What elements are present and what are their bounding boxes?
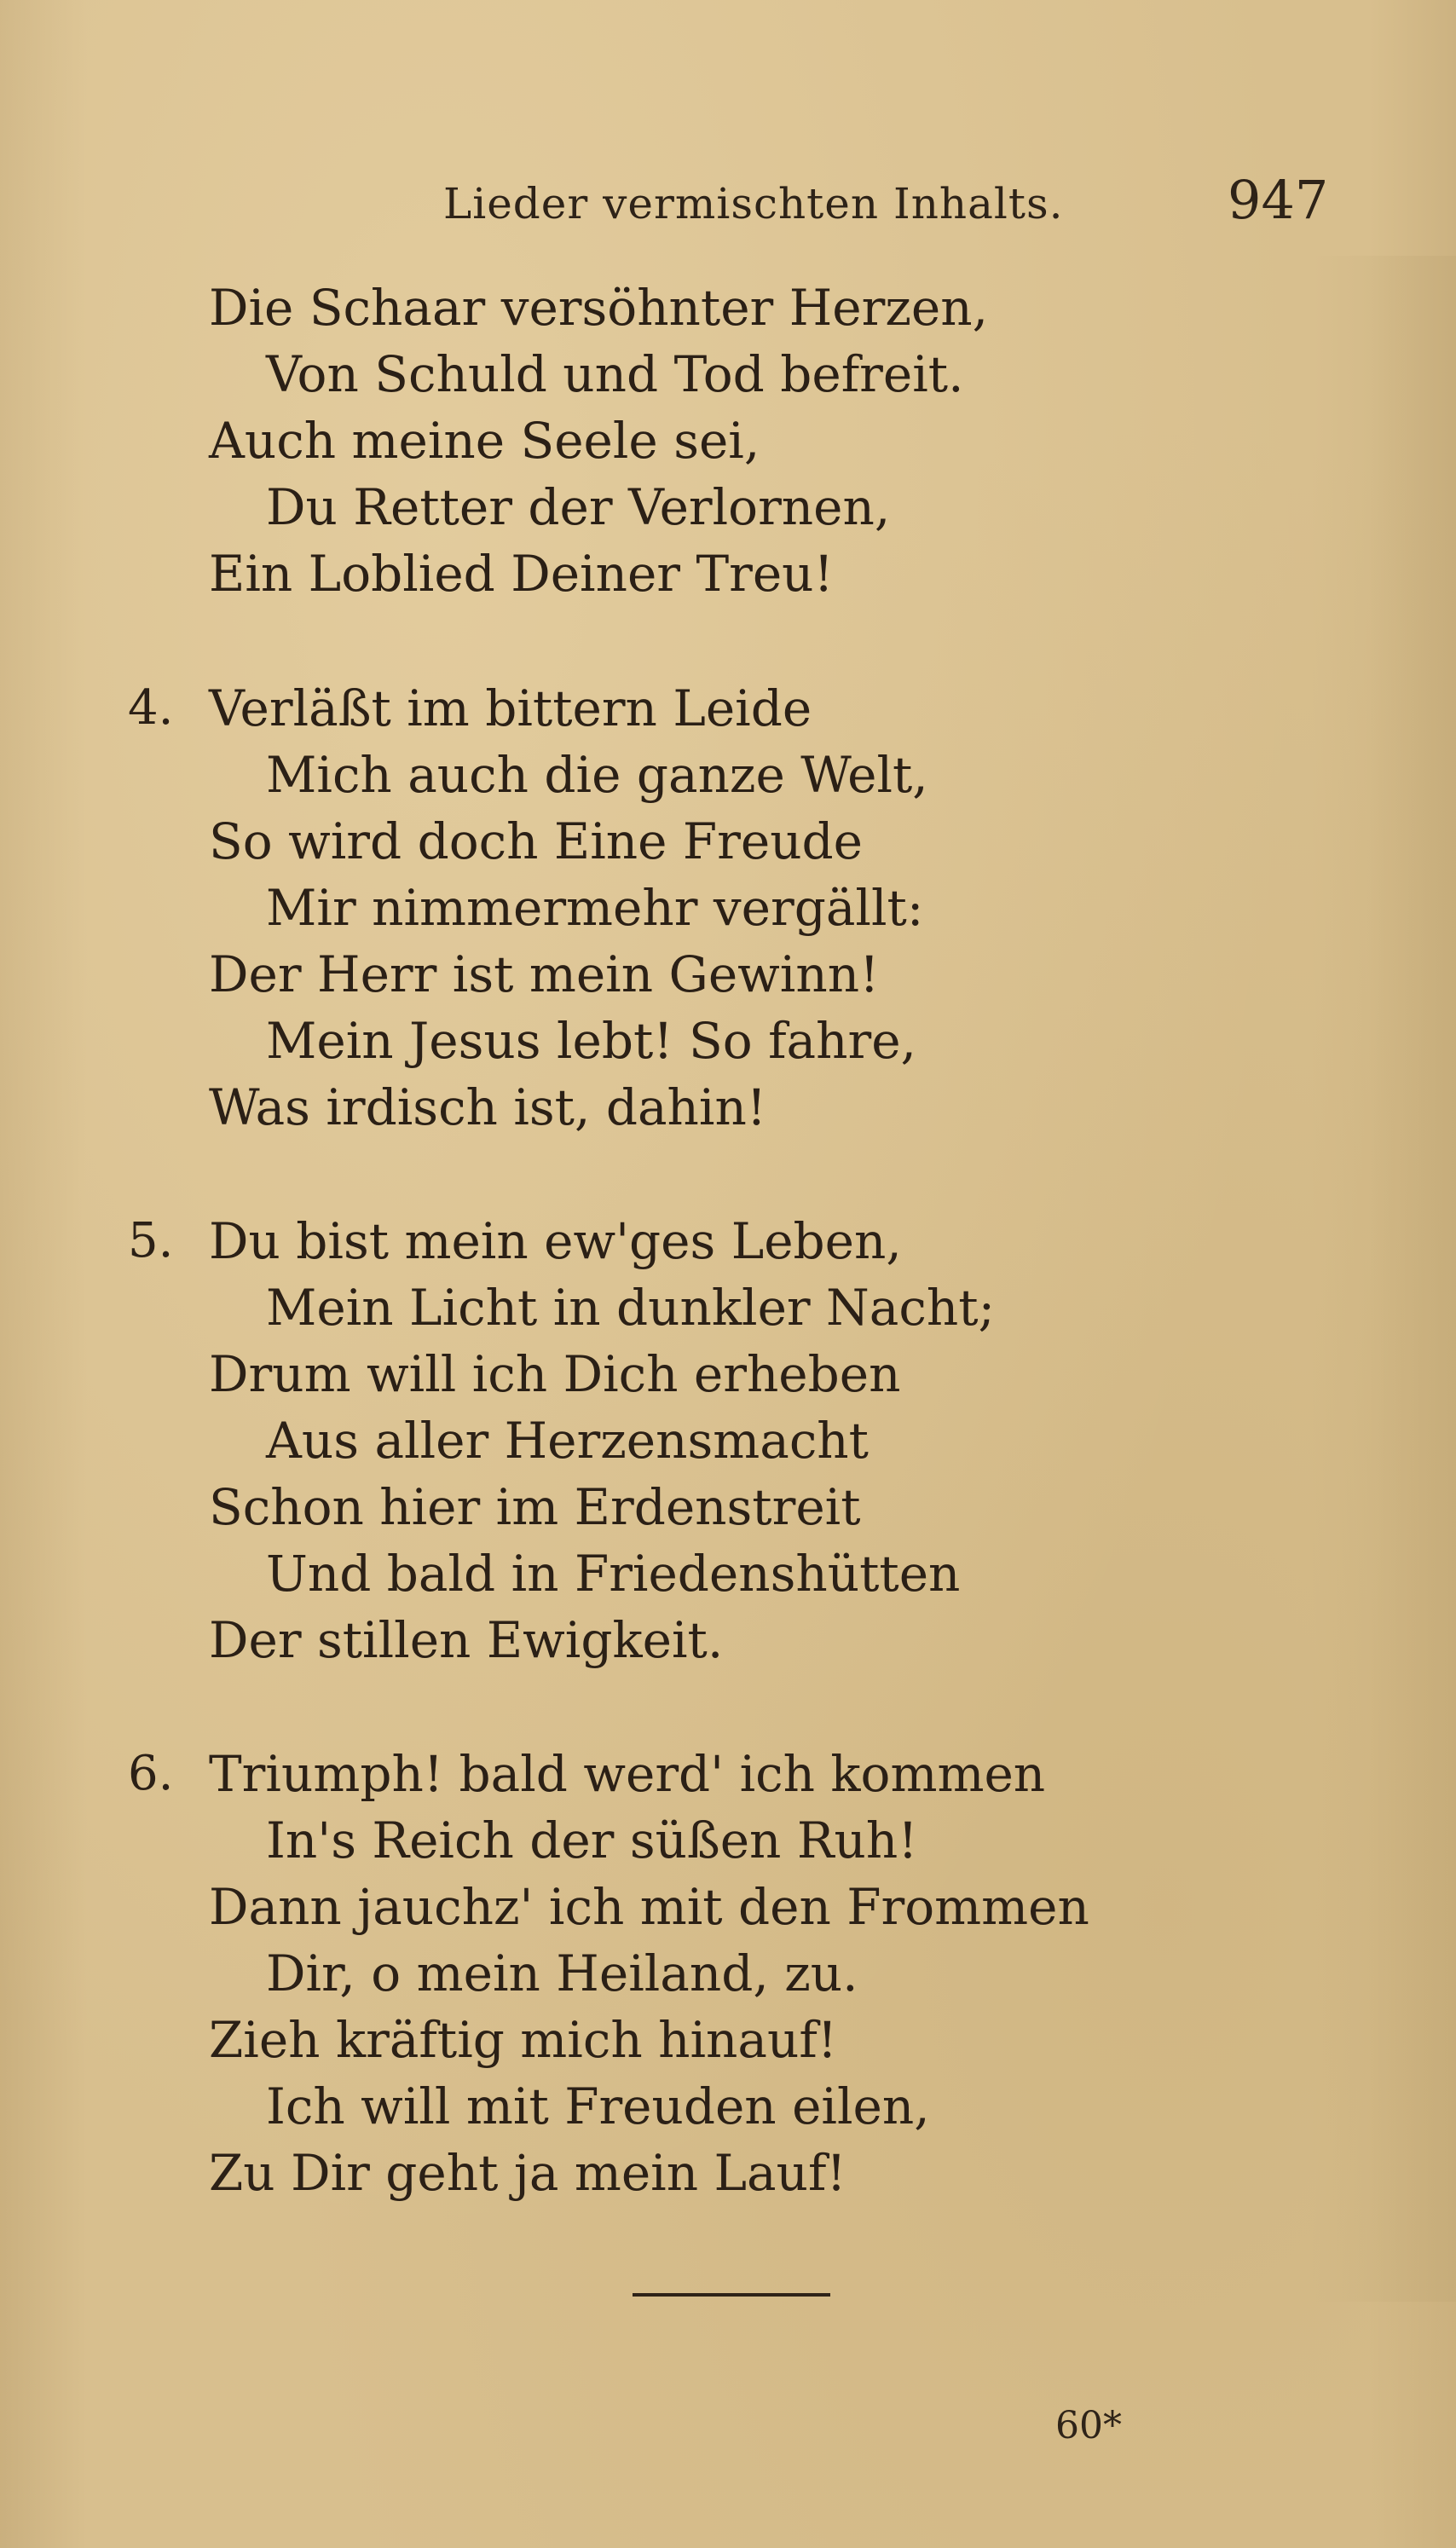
page-number: 947 <box>1228 169 1329 231</box>
verse-line: Aus aller Herzensmacht <box>266 1412 869 1470</box>
section-divider <box>633 2293 830 2297</box>
verse-line: Drum will ich Dich erheben <box>209 1345 901 1403</box>
verse-line: Der Herr ist mein Gewinn! <box>209 945 880 1003</box>
running-title: Lieder vermischten Inhalts. <box>443 179 1064 228</box>
verse-line: Du Retter der Verlornen, <box>266 478 891 536</box>
verse-line: Dir, o mein Heiland, zu. <box>266 1944 858 2002</box>
verse-line: Die Schaar versöhnter Herzen, <box>209 279 989 337</box>
verse-line: Mich auch die ganze Welt, <box>266 746 928 804</box>
verse-line: Dann jauchz' ich mit den Frommen <box>209 1878 1089 1936</box>
verse-line: Zieh kräftig mich hinauf! <box>209 2011 838 2069</box>
verse-line: Der stillen Ewigkeit. <box>209 1611 724 1669</box>
verse-line: Was irdisch ist, dahin! <box>209 1078 767 1136</box>
verse-line: Von Schuld und Tod befreit. <box>266 345 964 403</box>
page-header <box>0 162 1456 239</box>
verse-line: Ich will mit Freuden eilen, <box>266 2077 930 2135</box>
verse-line: So wird doch Eine Freude <box>209 812 863 870</box>
verse-line: Mein Licht in dunkler Nacht; <box>266 1279 996 1337</box>
stanza-number: 6. <box>128 1746 174 1801</box>
verse-line: Du bist mein ew'ges Leben, <box>209 1212 902 1270</box>
printer-signature: 60* <box>1055 2404 1122 2447</box>
verse-line: In's Reich der süßen Ruh! <box>266 1811 918 1869</box>
verse-line: Mir nimmermehr vergällt: <box>266 879 924 937</box>
page-bleed-through <box>1311 256 1456 2302</box>
verse-line: Ein Loblied Deiner Treu! <box>209 545 834 603</box>
verse-line: Zu Dir geht ja mein Lauf! <box>209 2144 846 2202</box>
verse-line: Und bald in Friedenshütten <box>266 1545 961 1603</box>
verse-line: Verläßt im bittern Leide <box>209 679 812 737</box>
stanza-number: 4. <box>128 680 174 736</box>
verse-line: Auch meine Seele sei, <box>209 412 760 470</box>
stanza-number: 5. <box>128 1213 174 1268</box>
verse-line: Triumph! bald werd' ich kommen <box>209 1745 1046 1803</box>
verse-line: Schon hier im Erdenstreit <box>209 1478 861 1536</box>
verse-line: Mein Jesus lebt! So fahre, <box>266 1012 916 1070</box>
